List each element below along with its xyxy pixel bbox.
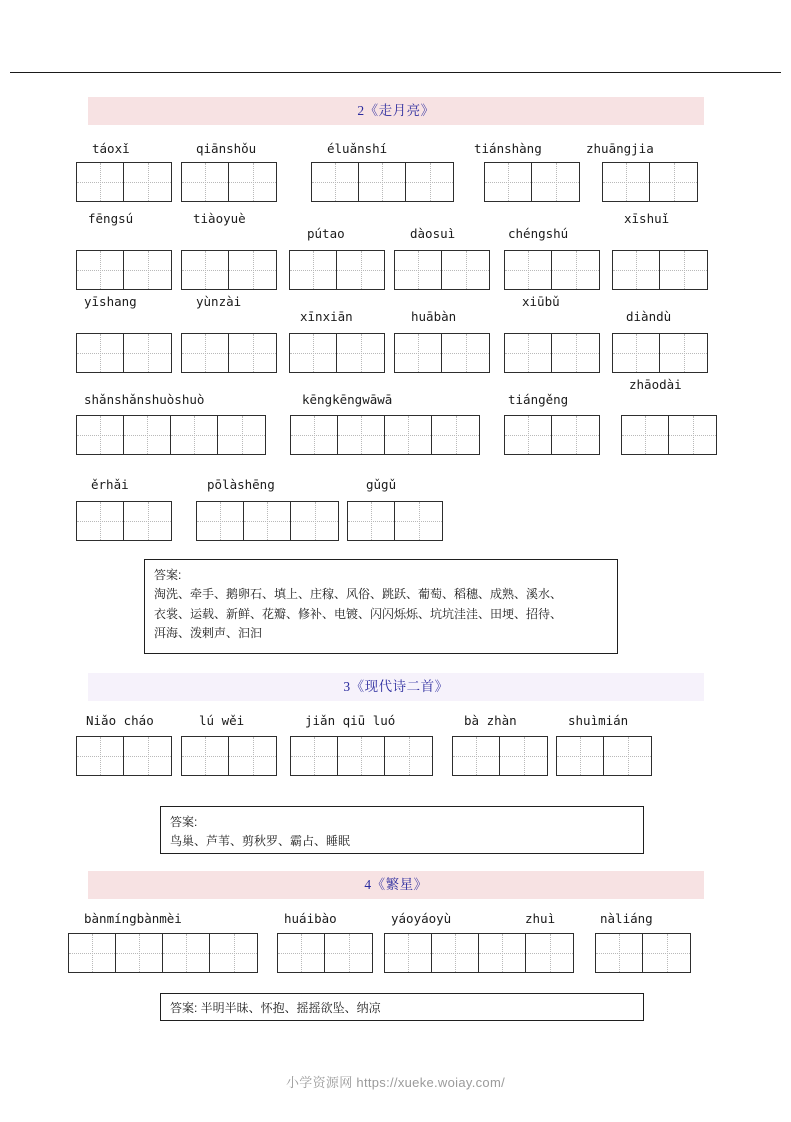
tianzige-cell[interactable] <box>643 934 690 972</box>
tianzige-cell[interactable] <box>124 334 171 372</box>
section-title-banner-4: 4《繁星》 <box>88 871 704 899</box>
answer-box-section-4 <box>160 993 644 1021</box>
tianzige-cell[interactable] <box>182 334 229 372</box>
answer-line: 洱海、泼剌声、汩汩 <box>154 626 263 641</box>
tianzige-cell[interactable] <box>432 416 479 454</box>
pinyin-label: diàndù <box>626 309 672 324</box>
pinyin-label: yùnzài <box>196 294 242 309</box>
tianzige-grid[interactable] <box>68 933 258 973</box>
tianzige-cell[interactable] <box>660 334 707 372</box>
pinyin-label: yīshang <box>84 294 137 309</box>
tianzige-cell[interactable] <box>182 251 229 289</box>
pinyin-label: táoxǐ <box>92 141 130 156</box>
tianzige-cell[interactable] <box>532 163 579 201</box>
tianzige-cell[interactable] <box>395 334 442 372</box>
answer-line: 鸟巢、芦苇、剪秋罗、霸占、睡眠 <box>170 834 351 849</box>
tianzige-grid[interactable] <box>290 736 433 776</box>
tianzige-grid[interactable] <box>595 933 691 973</box>
pinyin-label: nàliáng <box>600 911 653 926</box>
tianzige-grid[interactable] <box>384 933 574 973</box>
tianzige-cell[interactable] <box>291 737 338 775</box>
tianzige-grid[interactable] <box>289 250 385 290</box>
tianzige-cell[interactable] <box>395 502 442 540</box>
pinyin-label: huáibào <box>284 911 337 926</box>
tianzige-cell[interactable] <box>432 934 479 972</box>
pinyin-label: xīshuǐ <box>624 211 670 226</box>
tianzige-cell[interactable] <box>77 416 124 454</box>
pinyin-label: ěrhǎi <box>91 477 129 492</box>
tianzige-grid[interactable] <box>181 250 277 290</box>
tianzige-grid[interactable] <box>76 162 172 202</box>
tianzige-grid[interactable] <box>452 736 548 776</box>
pinyin-label: éluǎnshí <box>327 141 388 156</box>
answer-box-section-3 <box>160 806 644 854</box>
pinyin-label: fēngsú <box>88 211 134 226</box>
tianzige-grid[interactable] <box>311 162 454 202</box>
tianzige-cell[interactable] <box>669 416 716 454</box>
tianzige-cell[interactable] <box>442 334 489 372</box>
tianzige-grid[interactable] <box>612 333 708 373</box>
tianzige-cell[interactable] <box>291 416 338 454</box>
tianzige-cell[interactable] <box>69 934 116 972</box>
tianzige-grid[interactable] <box>504 250 600 290</box>
pinyin-label: dàosuì <box>410 226 456 241</box>
tianzige-cell[interactable] <box>124 163 171 201</box>
tianzige-cell[interactable] <box>552 334 599 372</box>
tianzige-cell[interactable] <box>124 251 171 289</box>
section-title-banner-2: 2《走月亮》 <box>88 97 704 125</box>
tianzige-cell[interactable] <box>77 251 124 289</box>
tianzige-cell[interactable] <box>650 163 697 201</box>
tianzige-cell[interactable] <box>197 502 244 540</box>
tianzige-cell[interactable] <box>229 163 276 201</box>
answer-line: 答案: 半明半昧、怀抱、摇摇欲坠、纳凉 <box>170 1001 381 1015</box>
pinyin-label: zhuì <box>525 911 556 926</box>
tianzige-cell[interactable] <box>337 251 384 289</box>
tianzige-cell[interactable] <box>163 934 210 972</box>
pinyin-label: pútao <box>307 226 345 241</box>
pinyin-label: qiānshǒu <box>196 141 257 156</box>
tianzige-cell[interactable] <box>338 416 385 454</box>
tianzige-cell[interactable] <box>278 934 325 972</box>
tianzige-cell[interactable] <box>385 737 432 775</box>
tianzige-grid[interactable] <box>602 162 698 202</box>
page-top-rule <box>10 72 781 73</box>
tianzige-cell[interactable] <box>603 163 650 201</box>
tianzige-cell[interactable] <box>229 334 276 372</box>
tianzige-grid[interactable] <box>621 415 717 455</box>
site-watermark: 小学资源网 https://xueke.woiay.com/ <box>286 1075 505 1090</box>
pinyin-label: huābàn <box>411 309 457 324</box>
pinyin-label: shuìmián <box>568 713 629 728</box>
tianzige-grid[interactable] <box>394 333 490 373</box>
tianzige-cell[interactable] <box>337 334 384 372</box>
pinyin-label: xīnxiān <box>300 309 353 324</box>
tianzige-grid[interactable] <box>289 333 385 373</box>
pinyin-label: zhāodài <box>629 377 682 392</box>
tianzige-cell[interactable] <box>338 737 385 775</box>
pinyin-label: gǔgǔ <box>366 477 397 492</box>
tianzige-grid[interactable] <box>612 250 708 290</box>
tianzige-cell[interactable] <box>395 251 442 289</box>
tianzige-cell[interactable] <box>505 251 552 289</box>
tianzige-grid[interactable] <box>181 736 277 776</box>
tianzige-cell[interactable] <box>485 163 532 201</box>
tianzige-grid[interactable] <box>290 415 480 455</box>
tianzige-cell[interactable] <box>325 934 372 972</box>
tianzige-cell[interactable] <box>500 737 547 775</box>
tianzige-cell[interactable] <box>182 737 229 775</box>
pinyin-label: tiánshàng <box>474 141 542 156</box>
tianzige-grid[interactable] <box>181 162 277 202</box>
tianzige-cell[interactable] <box>77 334 124 372</box>
section-title-banner-3: 3《现代诗二首》 <box>88 673 704 701</box>
tianzige-cell[interactable] <box>604 737 651 775</box>
tianzige-cell[interactable] <box>290 251 337 289</box>
tianzige-grid[interactable] <box>277 933 373 973</box>
answer-label: 答案: <box>170 815 198 829</box>
tianzige-cell[interactable] <box>244 502 291 540</box>
tianzige-cell[interactable] <box>613 251 660 289</box>
tianzige-grid[interactable] <box>76 415 266 455</box>
tianzige-cell[interactable] <box>229 737 276 775</box>
tianzige-cell[interactable] <box>116 934 163 972</box>
tianzige-grid[interactable] <box>504 415 600 455</box>
tianzige-cell[interactable] <box>557 737 604 775</box>
tianzige-grid[interactable] <box>347 501 443 541</box>
tianzige-cell[interactable] <box>505 416 552 454</box>
tianzige-grid[interactable] <box>181 333 277 373</box>
pinyin-label: lú wěi <box>199 713 245 728</box>
tianzige-cell[interactable] <box>385 934 432 972</box>
tianzige-cell[interactable] <box>359 163 406 201</box>
tianzige-cell[interactable] <box>218 416 265 454</box>
tianzige-cell[interactable] <box>210 934 257 972</box>
tianzige-cell[interactable] <box>77 502 124 540</box>
tianzige-grid[interactable] <box>76 501 172 541</box>
tianzige-cell[interactable] <box>77 737 124 775</box>
pinyin-label: Niǎo cháo <box>86 713 154 728</box>
tianzige-grid[interactable] <box>76 736 172 776</box>
tianzige-cell[interactable] <box>453 737 500 775</box>
tianzige-grid[interactable] <box>196 501 339 541</box>
tianzige-grid[interactable] <box>484 162 580 202</box>
tianzige-cell[interactable] <box>613 334 660 372</box>
tianzige-cell[interactable] <box>479 934 526 972</box>
tianzige-cell[interactable] <box>124 416 171 454</box>
tianzige-cell[interactable] <box>552 251 599 289</box>
tianzige-cell[interactable] <box>291 502 338 540</box>
tianzige-grid[interactable] <box>76 333 172 373</box>
answer-label: 答案: <box>154 568 182 582</box>
pinyin-label: yáoyáoyù <box>391 911 452 926</box>
answer-line: 衣裳、运载、新鲜、花瓣、修补、电镀、闪闪烁烁、坑坑洼洼、田埂、招待、 <box>154 606 563 621</box>
tianzige-cell[interactable] <box>182 163 229 201</box>
pinyin-label: jiǎn qiū luó <box>305 713 396 728</box>
tianzige-cell[interactable] <box>171 416 218 454</box>
tianzige-grid[interactable] <box>394 250 490 290</box>
tianzige-cell[interactable] <box>348 502 395 540</box>
pinyin-label: shǎnshǎnshuòshuò <box>84 392 205 407</box>
tianzige-cell[interactable] <box>229 251 276 289</box>
tianzige-cell[interactable] <box>385 416 432 454</box>
pinyin-label: tiàoyuè <box>193 211 246 226</box>
tianzige-grid[interactable] <box>76 250 172 290</box>
pinyin-label: bànmíngbànmèi <box>84 911 182 926</box>
tianzige-cell[interactable] <box>77 163 124 201</box>
answer-line: 淘洗、牵手、鹅卵石、填上、庄稼、风俗、跳跃、葡萄、稻穗、成熟、溪水、 <box>154 587 563 602</box>
tianzige-cell[interactable] <box>660 251 707 289</box>
pinyin-label: chéngshú <box>508 226 569 241</box>
tianzige-cell[interactable] <box>526 934 573 972</box>
tianzige-cell[interactable] <box>505 334 552 372</box>
tianzige-grid[interactable] <box>504 333 600 373</box>
tianzige-cell[interactable] <box>406 163 453 201</box>
pinyin-label: tiángěng <box>508 392 569 407</box>
pinyin-label: bà zhàn <box>464 713 517 728</box>
pinyin-label: xiūbǔ <box>522 294 560 309</box>
tianzige-cell[interactable] <box>124 737 171 775</box>
tianzige-cell[interactable] <box>596 934 643 972</box>
pinyin-label: kēngkēngwāwā <box>302 392 393 407</box>
tianzige-cell[interactable] <box>290 334 337 372</box>
pinyin-label: zhuāngjia <box>586 141 654 156</box>
tianzige-cell[interactable] <box>442 251 489 289</box>
tianzige-cell[interactable] <box>552 416 599 454</box>
tianzige-cell[interactable] <box>312 163 359 201</box>
pinyin-label: pōlàshēng <box>207 477 275 492</box>
tianzige-cell[interactable] <box>622 416 669 454</box>
tianzige-grid[interactable] <box>556 736 652 776</box>
tianzige-cell[interactable] <box>124 502 171 540</box>
answer-box-section-2 <box>144 559 618 654</box>
